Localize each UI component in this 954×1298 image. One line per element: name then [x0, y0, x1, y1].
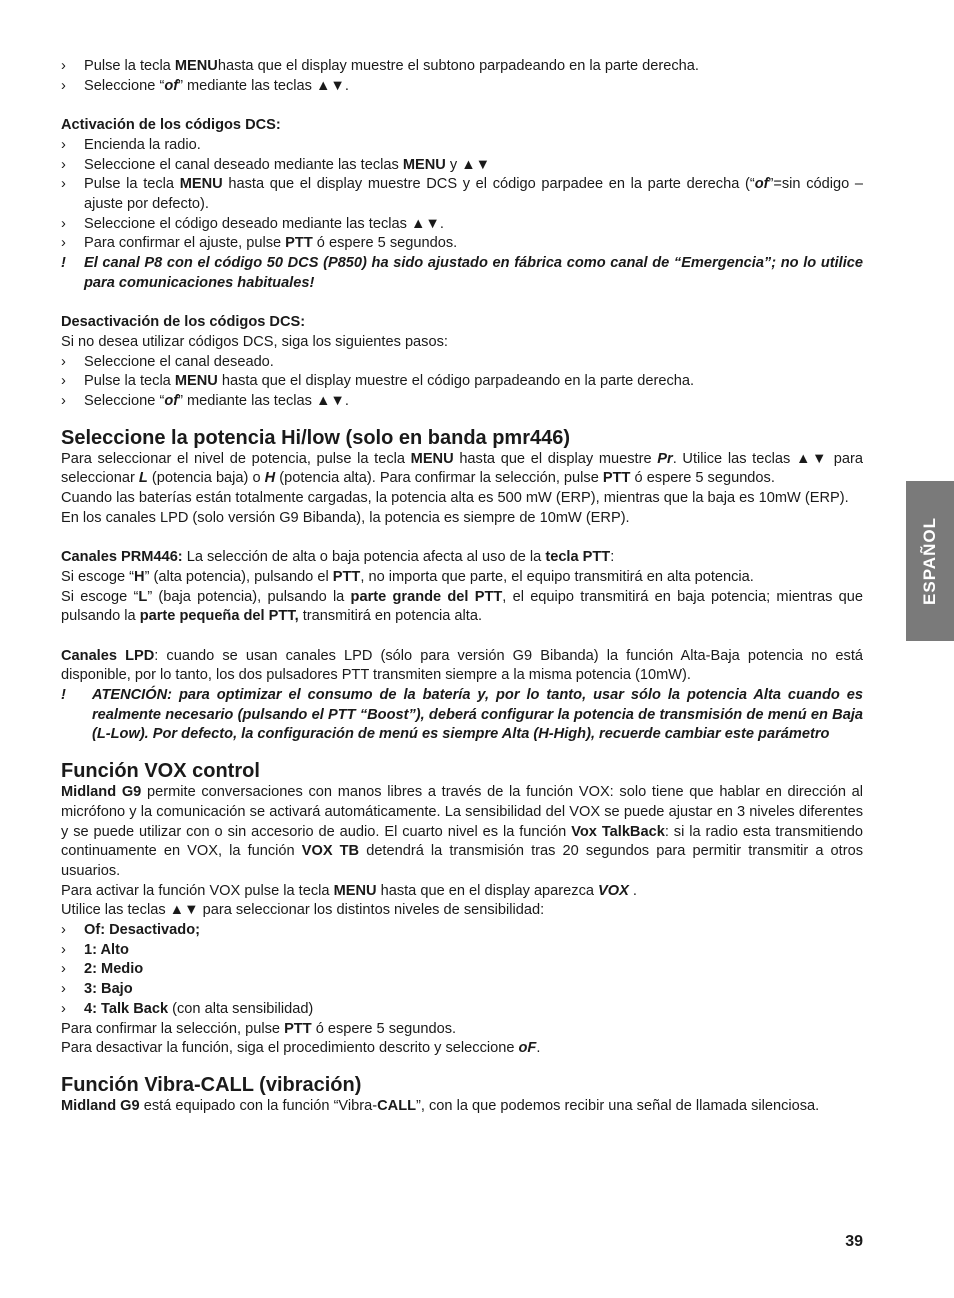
dcs-off-item-1: › Seleccione el canal deseado.	[61, 353, 274, 370]
dcs-activation-heading: Activación de los códigos DCS:	[61, 117, 281, 134]
dcs-emergency-warning: ! El canal P8 con el código 50 DCS (P850) ha sido ajustado en fábrica como canal de “Emergencia”; no lo utilice para comunicaciones habituales!	[61, 255, 863, 291]
bullet-mark: ›	[61, 58, 66, 74]
lpd-paragraph: Canales LPD: cuando se usan canales LPD (sólo para versión G9 Bibanda) la función Alta-Baja potencia no está disponible, por lo tanto, los dos pulsadores PTT transmiten siempre a la misma potencia (10mW).	[61, 647, 864, 684]
vox-section-title: Función VOX control	[61, 760, 260, 783]
bullet-select-of: › Seleccione “of” mediante las teclas ▲▼.	[61, 77, 863, 97]
dcs-on-item-4: › Seleccione el código deseado mediante las teclas ▲▼.	[61, 215, 444, 232]
vibra-section-title: Función Vibra-CALL (vibración)	[61, 1073, 362, 1096]
vox-level-2: › 2: Medio	[61, 961, 144, 978]
dcs-off-item-3: › Seleccione “of” mediante las teclas ▲▼.	[61, 392, 349, 409]
page-content	[61, 57, 863, 1117]
vox-paragraph-3: Utilice las teclas ▲▼ para seleccionar los distintos niveles de sensibilidad:	[61, 902, 545, 919]
warning-mark: !	[61, 255, 66, 272]
bullet-mark: ›	[61, 77, 66, 94]
dcs-on-item-2: › Seleccione el canal deseado mediante las teclas MENU y ▲▼	[61, 156, 491, 173]
dcs-on-item-3: › Pulse la tecla MENU hasta que el display muestre DCS y el código parpadee en la parte derecha (“of”=sin código – ajuste por defecto).	[61, 176, 863, 212]
power-attention-warning: ! ATENCIÓN: para optimizar el consumo de la batería y, por lo tanto, usar sólo la potencia Alta cuando es realmente necesario (pulsando el PTT “Boost”), deberá configurar la potencia de transmisión de menú en Baja (L-Low). Por defecto, la configuración de menú es siempre Alta (H-High), recuerde cambiar este parámetro	[61, 687, 863, 743]
page-number: 39	[845, 1233, 863, 1250]
vox-paragraph-1: Midland G9 permite conversaciones con manos libres a través de la función VOX: solo tiene que hablar en dirección al micrófono y la comunicación se activará automáticamente. La sensibilidad del VOX se puede ajustar en 3 niveles diferentes y se puede utilizar con o sin accesorio de audio. El cuarto nivel es la función Vox TalkBack: si la radio esta transmitiendo continuamente en VOX, la función VOX TB detendrá la transmisión tras 20 segundos para permitir transmitir a otros usuarios.	[61, 784, 863, 879]
vox-level-3: › 3: Bajo	[61, 981, 133, 998]
power-section-title: Seleccione la potencia Hi/low (solo en banda pmr446)	[61, 426, 571, 449]
prm446-low-paragraph: Si escoge “L” (baja potencia), pulsando la parte grande del PTT, el equipo transmitirá en baja potencia; mientras que pulsando la parte pequeña del PTT, transmitirá en potencia alta.	[61, 588, 863, 625]
vox-level-0: › Of: Desactivado;	[61, 922, 200, 939]
vox-paragraph-5: Para desactivar la función, siga el procedimiento descrito y seleccione oF.	[61, 1040, 541, 1057]
power-paragraph-1: Para seleccionar el nivel de potencia, pulse la tecla MENU hasta que el display muestre Pr. Utilice las teclas ▲▼ para seleccionar L (potencia baja) o H (potencia alta). Para confirmar la selección, pulse PTT ó espere 5 segundos.	[61, 450, 863, 487]
warning-mark: !	[61, 687, 66, 704]
dcs-off-intro: Si no desea utilizar códigos DCS, siga los siguientes pasos:	[61, 333, 448, 350]
dcs-deactivation-heading: Desactivación de los códigos DCS:	[61, 314, 306, 331]
vox-paragraph-2: Para activar la función VOX pulse la tecla MENU hasta que en el display aparezca VOX .	[61, 882, 637, 899]
power-paragraph-3: En los canales LPD (solo versión G9 Bibanda), la potencia es siempre de 10mW (ERP).	[61, 509, 630, 526]
vibra-paragraph-1: Midland G9 está equipado con la función “Vibra-CALL”, con la que podemos recibir una señal de llamada silenciosa.	[61, 1097, 820, 1114]
bullet-menu-subtone: › Pulse la tecla MENUhasta que el display muestre el subtono parpadeando en la parte derecha.	[61, 57, 863, 77]
vox-level-1: › 1: Alto	[61, 941, 129, 958]
language-side-tab	[906, 481, 954, 641]
dcs-off-item-2: › Pulse la tecla MENU hasta que el display muestre el código parpadeando en la parte derecha.	[61, 373, 695, 390]
vox-paragraph-4: Para confirmar la selección, pulse PTT ó espere 5 segundos.	[61, 1020, 457, 1037]
prm446-high-paragraph: Si escoge “H” (alta potencia), pulsando el PTT, no importa que parte, el equipo transmitirá en alta potencia.	[61, 568, 754, 585]
power-paragraph-2: Cuando las baterías están totalmente cargadas, la potencia alta es 500 mW (ERP), mientras que la baja es 10mW (ERP).	[61, 490, 849, 507]
language-side-tab-label: ESPAÑOL	[920, 517, 939, 605]
vox-level-4: › 4: Talk Back (con alta sensibilidad)	[61, 1000, 314, 1017]
prm446-paragraph: Canales PRM446: La selección de alta o baja potencia afecta al uso de la tecla PTT:	[61, 549, 615, 566]
dcs-on-item-1: › Encienda la radio.	[61, 136, 201, 153]
dcs-on-item-5: › Para confirmar el ajuste, pulse PTT ó espere 5 segundos.	[61, 235, 458, 252]
